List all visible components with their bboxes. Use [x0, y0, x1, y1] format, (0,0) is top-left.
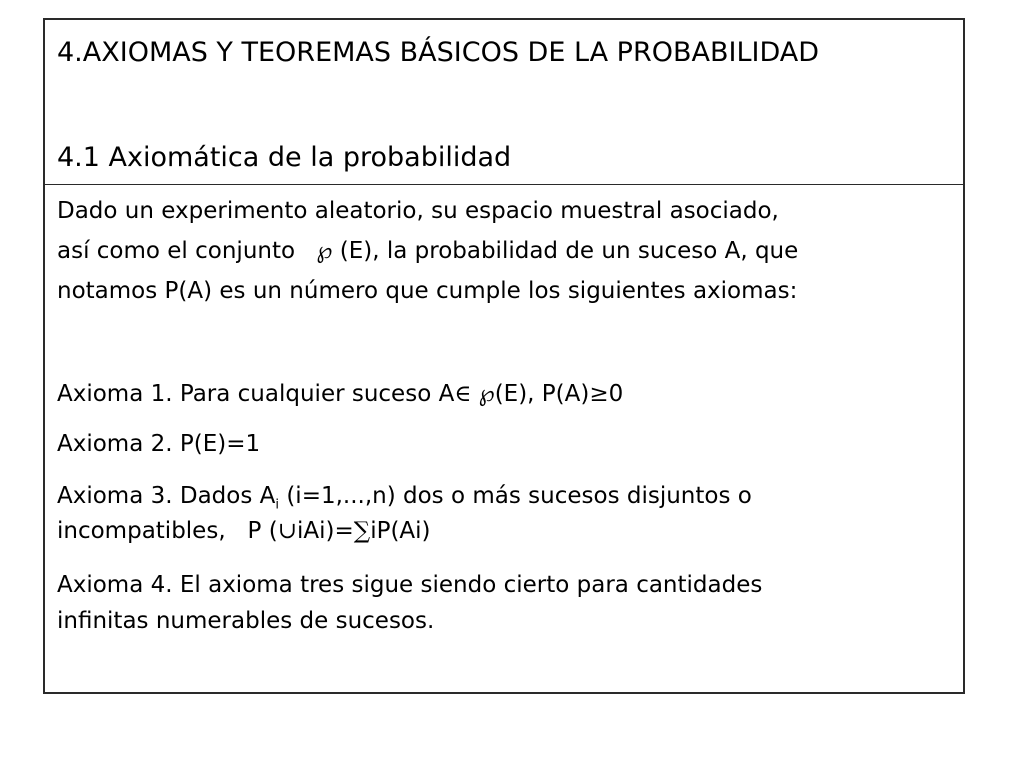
slide-header: [45, 20, 963, 185]
axiom-3-line-2-mid: iAi)=: [297, 518, 354, 544]
intro-line-2-end: (E), la probabilidad de un suceso A, que: [339, 238, 799, 264]
axiom-3-line-2-start: incompatibles, P (: [57, 518, 278, 544]
intro-line-2: [57, 237, 798, 265]
geq-symbol: ≥: [589, 381, 609, 407]
axiom-3-prefix: Axioma 3. Dados A: [57, 483, 276, 509]
element-of-symbol: ∈: [454, 381, 472, 407]
slide-frame: [43, 18, 965, 694]
intro-line-1: Dado un experimento aleatorio, su espacio muestral asociado,: [57, 198, 779, 224]
axiom-4-line-2: infinitas numerables de sucesos.: [57, 608, 435, 634]
axiom-3-line-1: [57, 482, 752, 513]
slide-title: 4.AXIOMAS Y TEOREMAS BÁSICOS DE LA PROBABILIDAD: [57, 37, 820, 68]
axiom-1-middle: (E), P(A): [494, 381, 590, 407]
axiom-3-line-2: [57, 517, 431, 545]
axiom-1-prefix: Axioma 1. Para cualquier suceso A: [57, 381, 455, 407]
axiom-3-suffix: (i=1,...,n) dos o más sucesos disjuntos o: [279, 483, 752, 509]
axiom-3-line-2-end: iP(Ai): [370, 518, 431, 544]
union-symbol: ∪: [277, 518, 297, 544]
sum-symbol: ∑: [353, 518, 371, 544]
axiom-4-line-1: Axioma 4. El axioma tres sigue siendo cierto para cantidades: [57, 572, 763, 598]
axiom-1-power-set-symbol: ℘: [478, 381, 495, 407]
axiom-1-end: 0: [608, 381, 624, 407]
intro-line-3: notamos P(A) es un número que cumple los siguientes axiomas:: [57, 278, 798, 304]
axiom-1: [57, 380, 623, 408]
intro-line-2-start: así como el conjunto: [57, 238, 296, 264]
slide-subtitle: 4.1 Axiomática de la probabilidad: [57, 142, 512, 173]
axiom-2: Axioma 2. P(E)=1: [57, 431, 261, 457]
axiom-3-subscript: i: [275, 497, 280, 513]
power-set-symbol: ℘: [316, 238, 333, 264]
